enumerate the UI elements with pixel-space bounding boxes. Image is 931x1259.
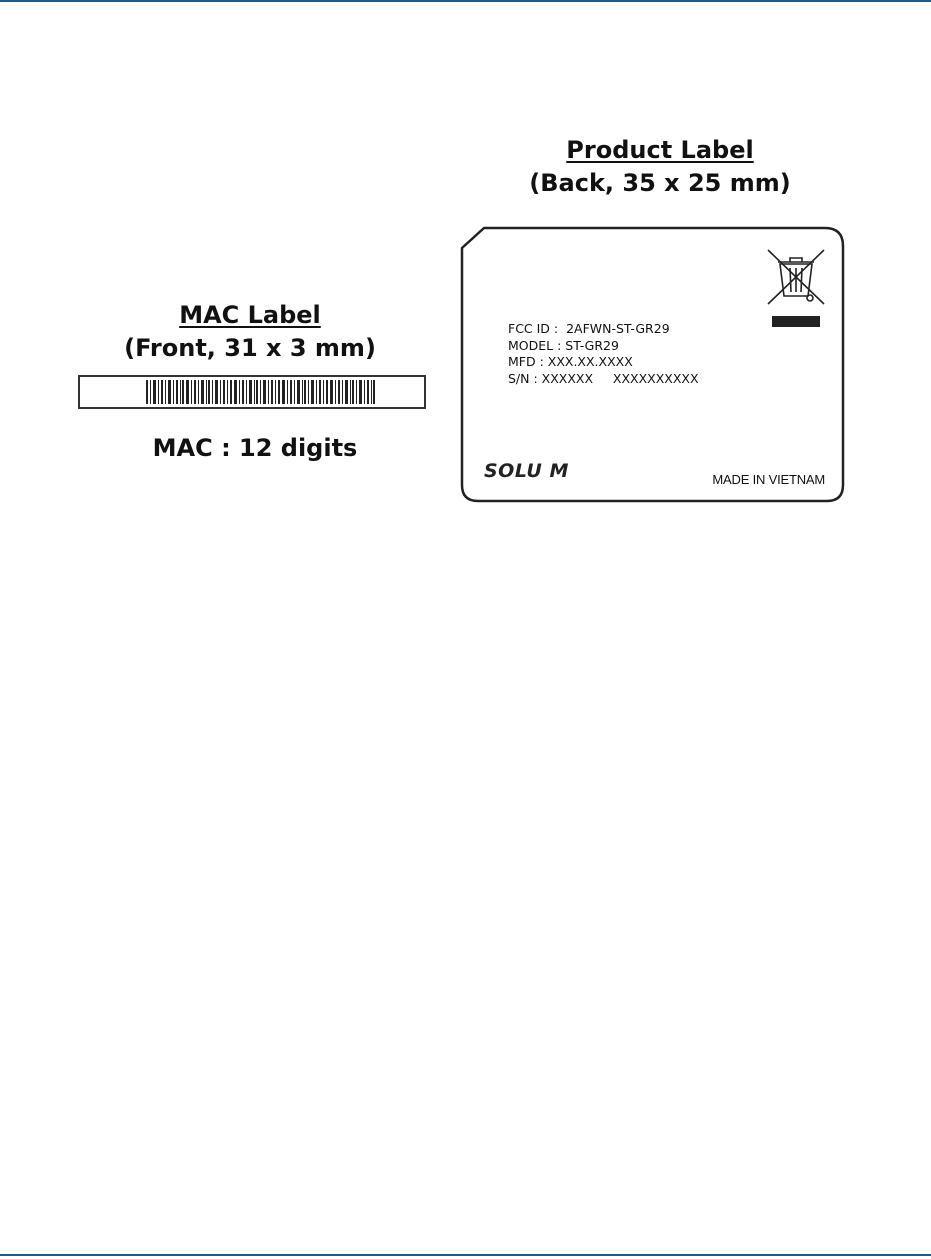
product-label-card xyxy=(460,226,845,503)
model-line: MODEL : ST-GR29 xyxy=(508,337,619,353)
bottom-rule xyxy=(0,1254,931,1256)
mac-label-strip xyxy=(78,375,426,409)
serial-number-line: S/N : XXXXXX XXXXXXXXXX xyxy=(508,370,699,386)
fcc-id-line: FCC ID : 2AFWN-ST-GR29 xyxy=(508,321,670,336)
mac-caption: MAC : 12 digits xyxy=(152,434,358,462)
mfd-line: MFD : XXX.XX.XXXX xyxy=(508,354,633,369)
weee-crossed-bin-icon xyxy=(766,248,826,334)
product-label-title: Product Label xyxy=(566,136,754,164)
mac-label-title: MAC Label xyxy=(179,301,321,329)
brand-logo: SOLU M xyxy=(484,460,569,482)
barcode-icon xyxy=(146,380,376,404)
mac-label-subtitle: (Front, 31 x 3 mm) xyxy=(124,334,376,362)
product-label-heading xyxy=(500,134,820,200)
made-in-text: MADE IN VIETNAM xyxy=(712,472,825,487)
mac-label-heading xyxy=(90,299,410,365)
product-label-text xyxy=(508,321,699,387)
top-rule xyxy=(0,0,931,2)
product-label-subtitle: (Back, 35 x 25 mm) xyxy=(529,169,791,197)
